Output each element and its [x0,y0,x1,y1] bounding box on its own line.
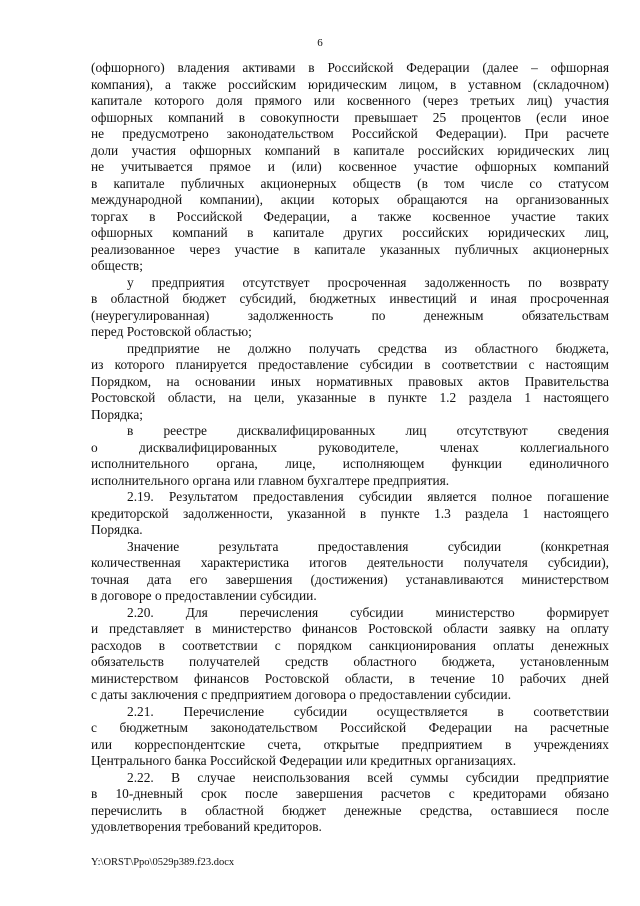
text-line: международной компании), акции которых обращаются на организованных [91,192,609,207]
text-line: в реестре дисквалифицированных лиц отсутствуют сведения [127,423,609,438]
text-line: офшорных компаний в совокупности превышает 25 процентов (если иное [91,109,609,125]
text-line: Центрального банка Российской Федерации или кредитных организациях. [91,753,517,768]
text-line: не учитывается прямое и (или) косвенное участие офшорных компаний [91,159,609,174]
text-line: в договоре о предоставлении субсидии. [91,588,317,603]
text-line: перед Ростовской областью; [91,324,252,339]
text-line: обществ; [91,258,143,273]
text-line: количественная характеристика итогов деятельности получателя субсидии), [91,555,609,570]
text-line: офшорных компаний в капитале других российских юридических лиц, [91,225,609,240]
text-line: не предусмотрено законодательством Российской Федерации). При расчете [91,126,609,141]
text-line: Порядком, на основании иных нормативных правовых актов Правительства [91,373,609,389]
page-number: 6 [317,37,323,49]
text-line: Ростовской области, на цели, указанные в пункте 1.2 раздела 1 настоящего [91,390,609,405]
text-line: с бюджетным законодательством Российской Федерации на расчетные [91,720,609,735]
text-line: точная дата его завершения (достижения) устанавливаются министерством [91,571,609,587]
text-line: 2.19. Результатом предоставления субсидии является полное погашение [127,489,609,504]
text-line: в областной бюджет субсидий, бюджетных инвестиций и иная просроченная [91,291,609,306]
text-line: из которого планируется предоставление субсидии в соответствии с настоящим [91,357,609,372]
text-line: в 10-дневный срок после завершения расчетов с кредиторами обязано [91,786,609,801]
text-line: или корреспондентские счета, открытые предприятием в учреждениях [91,736,609,752]
text-line: Порядка; [91,406,143,422]
text-line: (офшорного) владения активами в Российской Федерации (далее – офшорная [91,60,609,75]
text-line: 2.21. Перечисление субсидии осуществляется в соответствии [127,703,609,719]
text-line: Значение результата предоставления субсидии (конкретная [127,538,609,554]
document-body [91,60,609,836]
text-line: исполнительного органа, лице, исполняющем функции единоличного [91,456,609,471]
text-line: удовлетворения требований кредиторов. [91,819,322,834]
text-line: торгах в Российской Федерации, а также косвенное участие таких [91,208,609,224]
text-line: расходов в соответствии с порядком санкционирования оплаты денежных [91,637,609,653]
text-line: реализованное через участие в капитале указанных публичных акционерных [91,241,609,257]
text-line: компания), а также российским юридическим лицом, в уставном (складочном) [91,76,609,92]
text-line: и представляет в министерство финансов Ростовской области заявку на оплату [91,621,609,636]
text-line: (неурегулированная) задолженность по денежным обязательствам [91,307,609,323]
text-line: 2.20. Для перечисления субсидии министерство формирует [127,604,609,620]
text-line: доли участия офшорных компаний в капитале российских юридических лиц [91,142,609,158]
text-line: 2.22. В случае неиспользования всей суммы субсидии предприятие [127,769,609,785]
footer-file-path: Y:\ORST\Ppo\0529p389.f23.docx [91,857,235,868]
text-line: капитале которого доля прямого или косвенного (через третьих лиц) участия [91,93,609,108]
text-line: исполнительного органа или главном бухгалтере предприятия. [91,472,450,488]
text-line: обязательств получателей средств областного бюджета, установленным [91,654,609,669]
text-line: с даты заключения с предприятием договора о предоставлении субсидии. [91,687,512,702]
text-line: в капитале публичных акционерных обществ (в том числе со статусом [91,175,609,191]
text-line: перечислить в областной бюджет денежные средства, оставшиеся после [91,802,609,818]
text-line: министерством финансов Ростовской области, в течение 10 рабочих дней [91,670,609,686]
text-line: у предприятия отсутствует просроченная задолженность по возврату [127,274,609,290]
text-line: о дисквалифицированных руководителе, членах коллегиального [91,439,609,455]
text-line: Порядка. [91,522,143,537]
text-line: предприятие не должно получать средства из областного бюджета, [127,340,609,356]
text-line: кредиторской задолженности, указанной в пункте 1.3 раздела 1 настоящего [91,505,609,521]
